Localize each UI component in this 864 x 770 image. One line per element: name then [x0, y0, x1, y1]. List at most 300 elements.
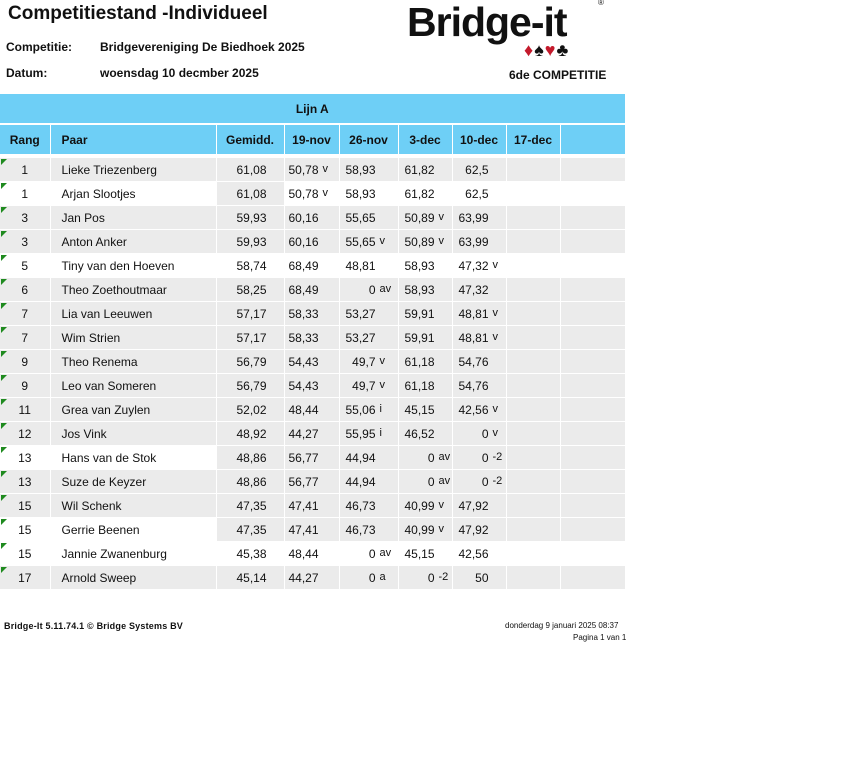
- pair-name: Wil Schenk: [50, 494, 216, 518]
- session-score: [339, 326, 398, 350]
- rank-value: 6: [21, 282, 29, 297]
- empty-cell-extra: [560, 470, 625, 494]
- session-score: [398, 518, 452, 542]
- score-value: 55,06: [345, 402, 376, 417]
- empty-cell-17-dec: [506, 206, 560, 230]
- rank-cell: [0, 230, 50, 254]
- rank-cell: [0, 374, 50, 398]
- session-score: [284, 326, 339, 350]
- session-score: [339, 494, 398, 518]
- session-score: [284, 230, 339, 254]
- score-flag: v: [379, 378, 385, 391]
- average-score: 48,92: [216, 422, 284, 446]
- session-score: [398, 158, 452, 182]
- table-row: [0, 278, 625, 302]
- score-value: 42,56: [458, 402, 489, 417]
- score-flag: [319, 259, 323, 273]
- empty-cell-17-dec: [506, 182, 560, 206]
- score-flag: v: [492, 330, 498, 343]
- score-value: 54,43: [288, 378, 319, 393]
- score-flag: v: [492, 258, 498, 271]
- score-value: 46,73: [345, 498, 376, 513]
- session-score: [339, 374, 398, 398]
- session-score: [284, 302, 339, 326]
- score-value: 0: [368, 282, 376, 297]
- score-value: 63,99: [458, 210, 489, 225]
- comment-marker-icon: [1, 399, 7, 405]
- pair-name: Arnold Sweep: [50, 566, 216, 590]
- session-score: [339, 542, 398, 566]
- col-19-nov: 19-nov: [284, 124, 339, 154]
- session-score: [284, 494, 339, 518]
- col-10-dec: 10-dec: [452, 124, 506, 154]
- rank-value: 13: [18, 450, 32, 465]
- empty-cell-17-dec: [506, 518, 560, 542]
- rank-value: 15: [18, 498, 32, 513]
- score-value: 46,73: [345, 522, 376, 537]
- score-value: 48,81: [458, 306, 489, 321]
- session-score: [452, 470, 506, 494]
- empty-cell-17-dec: [506, 446, 560, 470]
- score-flag: [489, 523, 493, 537]
- comment-marker-icon: [1, 423, 7, 429]
- session-score: [398, 422, 452, 446]
- table-row: [0, 542, 625, 566]
- empty-cell-17-dec: [506, 398, 560, 422]
- score-flag: [435, 403, 439, 417]
- pair-name: Gerrie Beenen: [50, 518, 216, 542]
- rank-value: 7: [21, 330, 29, 345]
- score-flag: [435, 331, 439, 345]
- rank-value: 15: [18, 522, 32, 537]
- score-flag: i: [379, 402, 382, 415]
- spade-icon: ♠: [534, 40, 545, 60]
- score-flag: [435, 163, 439, 177]
- table-row: [0, 326, 625, 350]
- score-value: 46,52: [404, 426, 435, 441]
- session-score: [452, 374, 506, 398]
- score-flag: v: [492, 426, 498, 439]
- session-score: [339, 518, 398, 542]
- session-score: [398, 182, 452, 206]
- score-value: 61,18: [404, 378, 435, 393]
- score-flag: [319, 451, 323, 465]
- date-value: woensdag 10 decmber 2025: [100, 66, 259, 80]
- score-value: 50,89: [404, 210, 435, 225]
- score-value: 49,7: [352, 354, 376, 369]
- score-value: 48,44: [288, 402, 319, 417]
- rank-cell: [0, 398, 50, 422]
- average-score: 57,17: [216, 326, 284, 350]
- score-flag: [319, 403, 323, 417]
- session-score: [452, 422, 506, 446]
- score-value: 0: [481, 450, 489, 465]
- score-value: 42,56: [458, 546, 489, 561]
- session-score: [452, 206, 506, 230]
- rank-cell: [0, 470, 50, 494]
- empty-cell-extra: [560, 374, 625, 398]
- session-score: [452, 278, 506, 302]
- session-score: [339, 278, 398, 302]
- score-flag: [435, 259, 439, 273]
- score-value: 50,78: [288, 162, 319, 177]
- score-flag: [376, 451, 380, 465]
- table-row: [0, 422, 625, 446]
- session-score: [452, 326, 506, 350]
- session-score: [284, 542, 339, 566]
- score-flag: v: [322, 162, 328, 175]
- table-row: [0, 230, 625, 254]
- score-value: 44,27: [288, 426, 319, 441]
- suits-row: [524, 39, 569, 61]
- score-flag: [489, 283, 493, 297]
- session-score: [284, 158, 339, 182]
- score-flag: [435, 187, 439, 201]
- score-flag: [319, 547, 323, 561]
- logo-text: Bridge-it: [407, 0, 567, 45]
- average-score: 45,38: [216, 542, 284, 566]
- session-score: [398, 542, 452, 566]
- session-score: [452, 230, 506, 254]
- session-score: [284, 374, 339, 398]
- score-flag: [435, 547, 439, 561]
- score-value: 48,44: [288, 546, 319, 561]
- rank-cell: [0, 446, 50, 470]
- empty-cell-17-dec: [506, 422, 560, 446]
- score-flag: [319, 427, 323, 441]
- session-score: [452, 446, 506, 470]
- table-row: [0, 302, 625, 326]
- group-header-row: [0, 94, 625, 124]
- comment-marker-icon: [1, 231, 7, 237]
- session-score: [398, 446, 452, 470]
- pair-name: Theo Zoethoutmaar: [50, 278, 216, 302]
- score-flag: i: [379, 426, 382, 439]
- average-score: 59,93: [216, 230, 284, 254]
- score-value: 0: [481, 474, 489, 489]
- rank-cell: [0, 206, 50, 230]
- score-flag: [376, 523, 380, 537]
- session-score: [452, 494, 506, 518]
- score-value: 47,41: [288, 522, 319, 537]
- rank-cell: [0, 350, 50, 374]
- session-score: [452, 398, 506, 422]
- session-score: [284, 350, 339, 374]
- pair-name: Theo Renema: [50, 350, 216, 374]
- table-row: [0, 398, 625, 422]
- score-flag: [435, 379, 439, 393]
- empty-cell-extra: [560, 566, 625, 590]
- average-score: 48,86: [216, 446, 284, 470]
- empty-cell-17-dec: [506, 374, 560, 398]
- empty-cell-17-dec: [506, 278, 560, 302]
- empty-cell-extra: [560, 326, 625, 350]
- pair-name: Arjan Slootjes: [50, 182, 216, 206]
- session-score: [339, 398, 398, 422]
- score-flag: [319, 571, 323, 585]
- session-score: [452, 566, 506, 590]
- table-row: [0, 494, 625, 518]
- score-flag: [489, 571, 493, 585]
- standings-table: [0, 94, 626, 589]
- comment-marker-icon: [1, 327, 7, 333]
- session-score: [398, 326, 452, 350]
- score-value: 40,99: [404, 522, 435, 537]
- session-score: [398, 374, 452, 398]
- pair-name: Tiny van den Hoeven: [50, 254, 216, 278]
- rank-cell: [0, 422, 50, 446]
- score-flag: [376, 163, 380, 177]
- session-score: [339, 254, 398, 278]
- session-score: [398, 206, 452, 230]
- rank-cell: [0, 254, 50, 278]
- score-flag: a: [379, 570, 386, 583]
- empty-cell-17-dec: [506, 230, 560, 254]
- empty-cell-extra: [560, 542, 625, 566]
- score-value: 59,91: [404, 330, 435, 345]
- score-flag: [376, 499, 380, 513]
- score-flag: v: [438, 498, 444, 511]
- date-label: Datum:: [6, 66, 48, 80]
- empty-cell-extra: [560, 302, 625, 326]
- score-flag: v: [492, 402, 498, 415]
- pair-name: Jos Vink: [50, 422, 216, 446]
- score-flag: [489, 379, 493, 393]
- score-value: 55,95: [345, 426, 376, 441]
- comment-marker-icon: [1, 303, 7, 309]
- score-flag: [489, 163, 493, 177]
- col-3-dec: 3-dec: [398, 124, 452, 154]
- score-value: 55,65: [345, 234, 376, 249]
- rank-cell: [0, 566, 50, 590]
- score-value: 61,82: [404, 186, 435, 201]
- rank-cell: [0, 326, 50, 350]
- score-flag: v: [438, 522, 444, 535]
- session-score: [398, 398, 452, 422]
- empty-cell-17-dec: [506, 350, 560, 374]
- table-row: [0, 350, 625, 374]
- score-flag: -2: [438, 570, 449, 583]
- score-value: 45,15: [404, 546, 435, 561]
- table-row: [0, 254, 625, 278]
- session-score: [339, 230, 398, 254]
- average-score: 58,74: [216, 254, 284, 278]
- empty-cell-extra: [560, 254, 625, 278]
- pair-name: Lieke Triezenberg: [50, 158, 216, 182]
- score-flag: av: [438, 474, 451, 487]
- pair-name: Lia van Leeuwen: [50, 302, 216, 326]
- rank-value: 1: [21, 162, 29, 177]
- score-flag: [319, 379, 323, 393]
- comment-marker-icon: [1, 567, 7, 573]
- empty-cell-17-dec: [506, 254, 560, 278]
- session-score: [452, 182, 506, 206]
- average-score: 52,02: [216, 398, 284, 422]
- score-value: 61,18: [404, 354, 435, 369]
- session-score: [284, 278, 339, 302]
- empty-cell-17-dec: [506, 494, 560, 518]
- bridge-it-logo: [407, 0, 612, 68]
- pair-name: Grea van Zuylen: [50, 398, 216, 422]
- comment-marker-icon: [1, 279, 7, 285]
- comment-marker-icon: [1, 375, 7, 381]
- average-score: 56,79: [216, 374, 284, 398]
- pair-name: Wim Strien: [50, 326, 216, 350]
- session-score: [452, 350, 506, 374]
- col-pair: Paar: [50, 124, 216, 154]
- score-flag: [319, 499, 323, 513]
- comment-marker-icon: [1, 351, 7, 357]
- score-flag: [489, 187, 493, 201]
- rank-value: 9: [21, 378, 29, 393]
- average-score: 45,14: [216, 566, 284, 590]
- score-value: 58,93: [404, 258, 435, 273]
- session-score: [398, 302, 452, 326]
- score-flag: -2: [492, 474, 503, 487]
- empty-cell-17-dec: [506, 542, 560, 566]
- comment-marker-icon: [1, 207, 7, 213]
- session-score: [284, 446, 339, 470]
- score-value: 40,99: [404, 498, 435, 513]
- empty-cell-extra: [560, 494, 625, 518]
- score-flag: v: [379, 354, 385, 367]
- session-score: [452, 302, 506, 326]
- comment-marker-icon: [1, 255, 7, 261]
- score-value: 63,99: [458, 234, 489, 249]
- score-value: 60,16: [288, 234, 319, 249]
- session-score: [284, 206, 339, 230]
- average-score: 56,79: [216, 350, 284, 374]
- col-rank: Rang: [0, 124, 50, 154]
- score-value: 54,76: [458, 354, 489, 369]
- session-score: [452, 158, 506, 182]
- session-score: [339, 422, 398, 446]
- score-value: 47,32: [458, 258, 489, 273]
- session-score: [339, 470, 398, 494]
- score-flag: [319, 235, 323, 249]
- session-score: [284, 422, 339, 446]
- score-value: 58,93: [345, 162, 376, 177]
- rank-value: 17: [18, 570, 32, 585]
- score-value: 56,77: [288, 474, 319, 489]
- score-flag: v: [438, 234, 444, 247]
- rank-value: 3: [21, 210, 29, 225]
- session-score: [339, 182, 398, 206]
- table-row: [0, 158, 625, 182]
- empty-cell-extra: [560, 398, 625, 422]
- col-17-dec: 17-dec: [506, 124, 560, 154]
- score-value: 49,7: [352, 378, 376, 393]
- session-score: [452, 542, 506, 566]
- score-flag: [489, 499, 493, 513]
- score-flag: [489, 211, 493, 225]
- score-value: 60,16: [288, 210, 319, 225]
- average-score: 47,35: [216, 494, 284, 518]
- average-score: 58,25: [216, 278, 284, 302]
- score-flag: [376, 475, 380, 489]
- comment-marker-icon: [1, 183, 7, 189]
- heart-icon: ♥: [544, 40, 557, 60]
- footer-copyright: Bridge-It 5.11.74.1 © Bridge Systems BV: [4, 621, 183, 631]
- score-flag: [435, 355, 439, 369]
- comment-marker-icon: [1, 447, 7, 453]
- score-flag: [376, 307, 380, 321]
- session-score: [284, 254, 339, 278]
- score-flag: v: [322, 186, 328, 199]
- comment-marker-icon: [1, 519, 7, 525]
- score-flag: v: [438, 210, 444, 223]
- rank-cell: [0, 542, 50, 566]
- score-flag: [319, 523, 323, 537]
- table-row: [0, 446, 625, 470]
- rank-cell: [0, 494, 50, 518]
- col-empty: [560, 124, 625, 154]
- score-value: 47,32: [458, 282, 489, 297]
- score-value: 0: [427, 570, 435, 585]
- session-score: [398, 230, 452, 254]
- score-value: 55,65: [345, 210, 376, 225]
- score-value: 0: [427, 450, 435, 465]
- score-flag: [319, 211, 323, 225]
- session-score: [398, 494, 452, 518]
- score-value: 56,77: [288, 450, 319, 465]
- session-score: [398, 350, 452, 374]
- rank-cell: [0, 158, 50, 182]
- empty-cell-extra: [560, 158, 625, 182]
- score-flag: [489, 547, 493, 561]
- average-score: 47,35: [216, 518, 284, 542]
- average-score: 57,17: [216, 302, 284, 326]
- average-score: 61,08: [216, 158, 284, 182]
- session-score: [452, 518, 506, 542]
- session-score: [284, 566, 339, 590]
- score-value: 0: [368, 570, 376, 585]
- score-value: 62,5: [465, 162, 489, 177]
- rank-value: 1: [21, 186, 29, 201]
- score-flag: av: [379, 546, 392, 559]
- score-flag: [319, 331, 323, 345]
- pair-name: Jan Pos: [50, 206, 216, 230]
- empty-cell-extra: [560, 518, 625, 542]
- empty-cell-extra: [560, 182, 625, 206]
- footer-page: Pagina 1 van 1: [573, 633, 627, 642]
- score-flag: [435, 427, 439, 441]
- score-value: 47,41: [288, 498, 319, 513]
- session-score: [339, 446, 398, 470]
- session-score: [398, 566, 452, 590]
- empty-cell-extra: [560, 278, 625, 302]
- column-header-row: [0, 124, 625, 154]
- rank-value: 3: [21, 234, 29, 249]
- score-value: 48,81: [458, 330, 489, 345]
- score-value: 45,15: [404, 402, 435, 417]
- session-score: [339, 302, 398, 326]
- session-score: [398, 278, 452, 302]
- score-value: 54,76: [458, 378, 489, 393]
- session-score: [339, 206, 398, 230]
- session-score: [284, 398, 339, 422]
- table-row: [0, 566, 625, 590]
- score-value: 0: [427, 474, 435, 489]
- competition-value: Bridgevereniging De Biedhoek 2025: [100, 40, 305, 54]
- club-icon: ♣: [556, 40, 570, 60]
- pair-name: Anton Anker: [50, 230, 216, 254]
- score-flag: [435, 283, 439, 297]
- score-value: 47,92: [458, 522, 489, 537]
- table-row: [0, 182, 625, 206]
- session-score: [284, 470, 339, 494]
- table-row: [0, 518, 625, 542]
